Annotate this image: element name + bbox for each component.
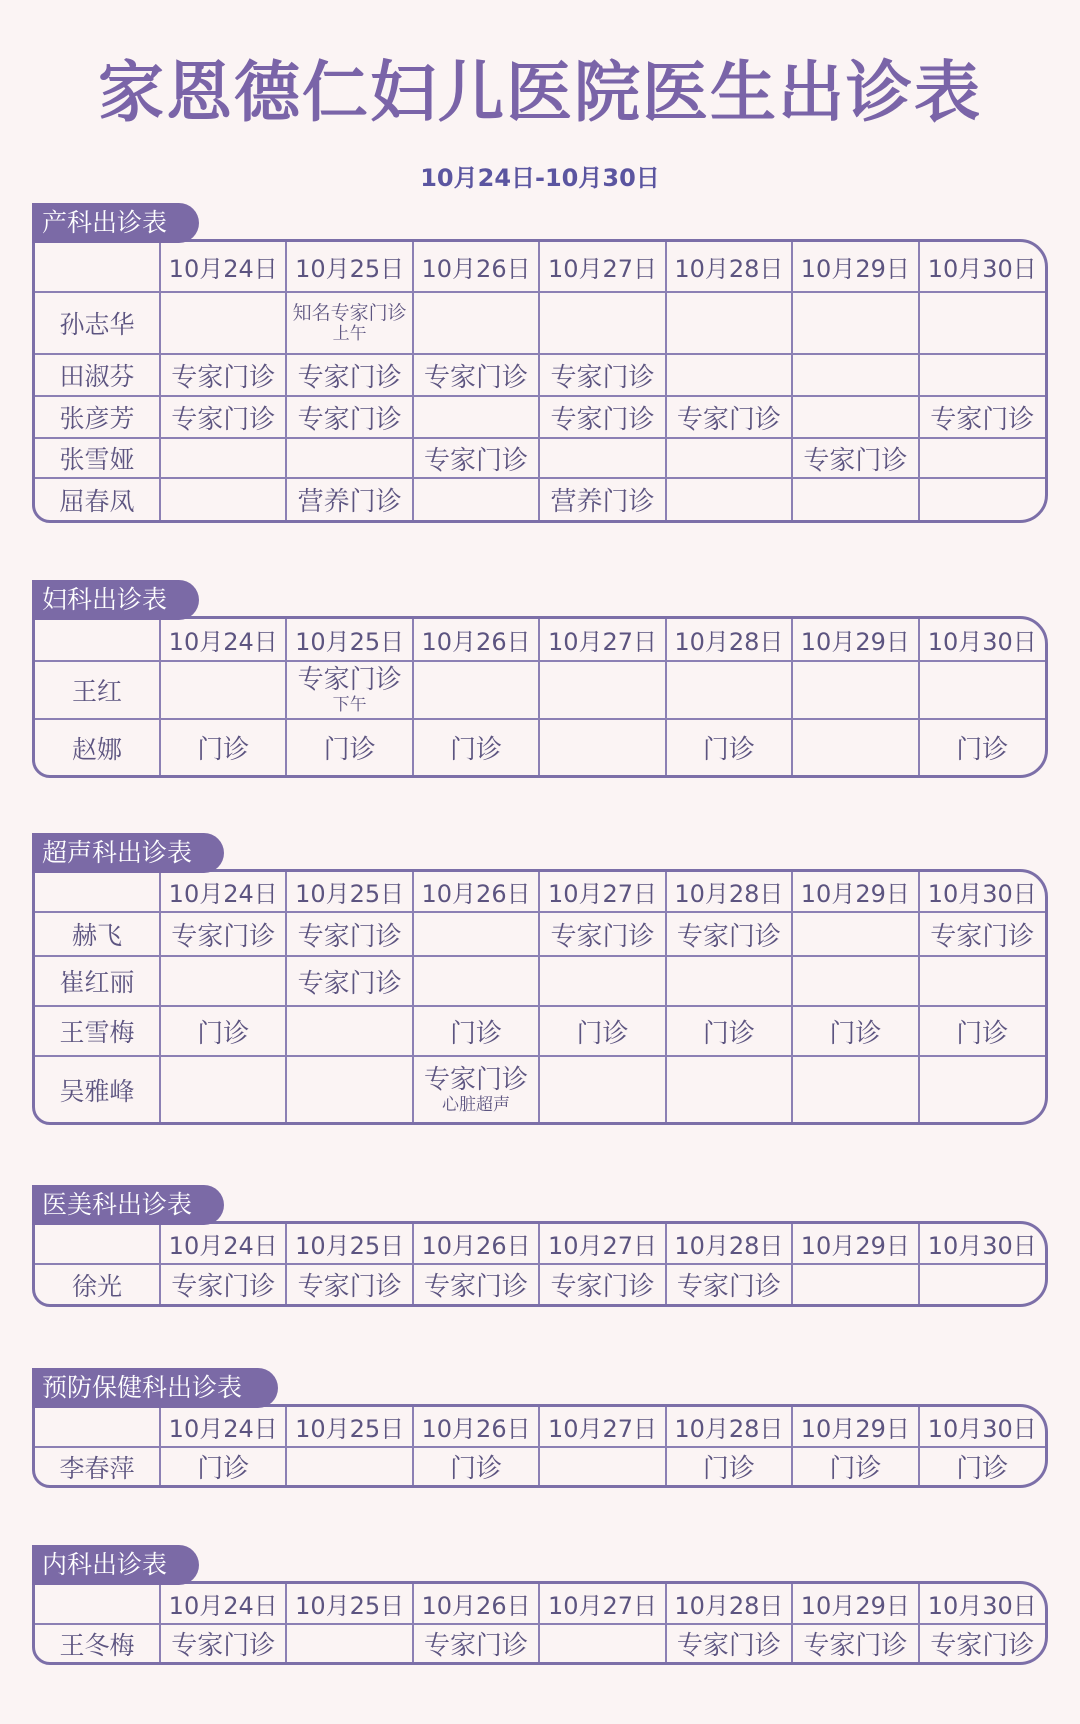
- schedule-cell: 门诊: [792, 1006, 918, 1056]
- schedule-cell: 门诊: [792, 1447, 918, 1485]
- schedule-cell: [539, 438, 665, 478]
- schedule-cell: [286, 438, 412, 478]
- schedule-cell: 门诊: [666, 1447, 792, 1485]
- table-row: [35, 438, 1045, 478]
- date-header: 10月29日: [792, 242, 918, 292]
- schedule-cell: [539, 1624, 665, 1662]
- schedule-cell: [539, 292, 665, 354]
- section-tab: 医美科出诊表: [32, 1185, 224, 1225]
- date-header: 10月29日: [792, 1584, 918, 1624]
- schedule-cell: 专家门诊: [539, 912, 665, 956]
- corner-cell: [35, 619, 160, 661]
- schedule-cell: 门诊: [413, 1447, 539, 1485]
- date-header: 10月30日: [919, 1584, 1045, 1624]
- doctor-name: 徐光: [35, 1264, 160, 1304]
- header-row: [35, 1407, 1045, 1447]
- schedule-cell: [792, 292, 918, 354]
- schedule-cell: 专家门诊: [539, 1264, 665, 1304]
- date-header: 10月26日: [413, 1407, 539, 1447]
- date-header: 10月24日: [160, 872, 286, 912]
- section-tab: 超声科出诊表: [32, 833, 224, 873]
- schedule-cell: [792, 1056, 918, 1122]
- doctor-name: 赵娜: [35, 719, 160, 775]
- schedule-cell: 营养门诊: [539, 478, 665, 520]
- date-header: 10月28日: [666, 619, 792, 661]
- cell-sub-text: 心脏超声: [442, 1094, 511, 1115]
- date-header: 10月27日: [539, 1584, 665, 1624]
- schedule-grid: [32, 616, 1048, 778]
- section-tab: 妇科出诊表: [32, 580, 199, 620]
- date-header: 10月27日: [539, 872, 665, 912]
- corner-cell: [35, 1224, 160, 1264]
- date-header: 10月24日: [160, 619, 286, 661]
- schedule-cell: [413, 292, 539, 354]
- schedule-cell: 门诊: [286, 719, 412, 775]
- date-header: 10月28日: [666, 872, 792, 912]
- schedule-cell: [160, 956, 286, 1006]
- schedule-table: [35, 619, 1045, 775]
- schedule-cell: [919, 478, 1045, 520]
- schedule-cell: 专家门诊: [919, 396, 1045, 438]
- schedule-cell: 专家门诊: [666, 912, 792, 956]
- schedule-cell: [539, 1447, 665, 1485]
- doctor-name: 孙志华: [35, 292, 160, 354]
- doctor-name: 王冬梅: [35, 1624, 160, 1662]
- schedule-table: [35, 872, 1045, 1122]
- schedule-cell: 专家门诊: [666, 1264, 792, 1304]
- date-header: 10月28日: [666, 1224, 792, 1264]
- schedule-cell: 营养门诊: [286, 478, 412, 520]
- doctor-name: 王雪梅: [35, 1006, 160, 1056]
- table-row: [35, 956, 1045, 1006]
- header-row: [35, 872, 1045, 912]
- schedule-cell: 专家门诊: [160, 354, 286, 396]
- schedule-cell: [286, 1056, 412, 1122]
- schedule-cell: 门诊: [413, 719, 539, 775]
- date-header: 10月24日: [160, 242, 286, 292]
- schedule-cell: [666, 661, 792, 719]
- schedule-cell: 专家门诊: [413, 1264, 539, 1304]
- corner-cell: [35, 1584, 160, 1624]
- date-header: 10月30日: [919, 872, 1045, 912]
- cell-sub-text: 上午: [332, 324, 367, 344]
- section-1: [32, 580, 1048, 778]
- table-row: [35, 1624, 1045, 1662]
- schedule-cell: [792, 396, 918, 438]
- date-header: 10月24日: [160, 1407, 286, 1447]
- date-header: 10月24日: [160, 1224, 286, 1264]
- schedule-cell: 专家门诊: [792, 438, 918, 478]
- table-row: [35, 292, 1045, 354]
- schedule-cell: 专家门诊: [413, 354, 539, 396]
- schedule-cell: [919, 661, 1045, 719]
- schedule-table: [35, 1224, 1045, 1304]
- schedule-cell: [792, 354, 918, 396]
- schedule-grid: [32, 1581, 1048, 1665]
- corner-cell: [35, 242, 160, 292]
- schedule-cell: 专家门诊: [286, 1264, 412, 1304]
- schedule-cell: 门诊: [160, 1006, 286, 1056]
- date-header: 10月25日: [286, 619, 412, 661]
- table-row: [35, 719, 1045, 775]
- schedule-cell: [413, 396, 539, 438]
- date-header: 10月25日: [286, 1224, 412, 1264]
- schedule-table: [35, 1584, 1045, 1662]
- section-tab: 产科出诊表: [32, 203, 199, 243]
- schedule-cell: 门诊: [160, 719, 286, 775]
- corner-cell: [35, 872, 160, 912]
- schedule-cell: [539, 956, 665, 1006]
- date-header: 10月30日: [919, 242, 1045, 292]
- schedule-cell: [413, 478, 539, 520]
- table-row: [35, 1447, 1045, 1485]
- schedule-cell: [666, 956, 792, 1006]
- date-header: 10月30日: [919, 1407, 1045, 1447]
- doctor-name: 赫飞: [35, 912, 160, 956]
- schedule-cell: [792, 719, 918, 775]
- table-row: [35, 354, 1045, 396]
- schedule-cell: 门诊: [539, 1006, 665, 1056]
- header-row: [35, 242, 1045, 292]
- date-header: 10月30日: [919, 1224, 1045, 1264]
- schedule-cell: 门诊: [666, 1006, 792, 1056]
- schedule-cell: 门诊: [956, 735, 1009, 765]
- schedule-cell: [919, 1264, 1045, 1304]
- schedule-cell: [160, 478, 286, 520]
- section-tab: 内科出诊表: [32, 1545, 199, 1585]
- doctor-name: 崔红丽: [35, 956, 160, 1006]
- schedule-cell: 专家门诊: [160, 1624, 286, 1662]
- table-row: [35, 1264, 1045, 1304]
- table-row: [35, 912, 1045, 956]
- date-header: 10月30日: [919, 619, 1045, 661]
- schedule-cell: [666, 354, 792, 396]
- schedule-cell: [666, 292, 792, 354]
- cell-sub-text: 下午: [332, 695, 367, 715]
- schedule-cell: [919, 354, 1045, 396]
- date-header: 10月26日: [413, 242, 539, 292]
- schedule-cell: [919, 438, 1045, 478]
- date-header: 10月28日: [666, 1584, 792, 1624]
- date-header: 10月29日: [792, 1224, 918, 1264]
- date-header: 10月26日: [413, 619, 539, 661]
- schedule-cell: 专家门诊: [160, 912, 286, 956]
- schedule-cell: 专家门诊: [286, 912, 412, 956]
- schedule-cell: 专家门诊: [286, 396, 412, 438]
- schedule-cell: 专家门诊: [160, 1264, 286, 1304]
- doctor-name: 屈春凤: [35, 478, 160, 520]
- schedule-cell: [286, 1624, 412, 1662]
- schedule-cell: 专家门诊: [286, 956, 412, 1006]
- schedule-cell: [539, 1056, 665, 1122]
- corner-cell: [35, 1407, 160, 1447]
- schedule-cell: [539, 719, 665, 775]
- schedule-grid: [32, 1221, 1048, 1307]
- header-row: [35, 1224, 1045, 1264]
- schedule-cell: [160, 438, 286, 478]
- schedule-cell: [413, 912, 539, 956]
- cell-main-text: 知名专家门诊: [292, 302, 407, 324]
- schedule-table: [35, 1407, 1045, 1485]
- schedule-cell: [413, 956, 539, 1006]
- header-row: [35, 619, 1045, 661]
- header-row: [35, 1584, 1045, 1624]
- schedule-cell: 专家门诊: [919, 912, 1045, 956]
- schedule-cell: 专家门诊: [413, 1624, 539, 1662]
- schedule-grid: [32, 1404, 1048, 1488]
- schedule-cell: 门诊: [160, 1447, 286, 1485]
- schedule-cell: 专家门诊: [666, 1624, 792, 1662]
- schedule-cell: [413, 1056, 539, 1122]
- schedule-cell: 门诊: [919, 1006, 1045, 1056]
- schedule-cell: [666, 478, 792, 520]
- schedule-cell: [160, 292, 286, 354]
- schedule-cell: [792, 478, 918, 520]
- schedule-cell: 专家门诊: [666, 396, 792, 438]
- date-header: 10月28日: [666, 242, 792, 292]
- schedule-cell: 门诊: [956, 1454, 1009, 1484]
- section-3: [32, 1185, 1048, 1307]
- schedule-cell: [919, 956, 1045, 1006]
- date-header: 10月27日: [539, 619, 665, 661]
- section-0: [32, 203, 1048, 523]
- date-header: 10月26日: [413, 1584, 539, 1624]
- date-range: 10月24日-10月30日: [420, 164, 660, 192]
- doctor-name: 吴雅峰: [35, 1056, 160, 1122]
- schedule-cell: 专家门诊: [792, 1624, 918, 1662]
- schedule-cell: 专家门诊: [539, 396, 665, 438]
- schedule-cell: 专家门诊: [539, 354, 665, 396]
- date-header: 10月27日: [539, 1224, 665, 1264]
- doctor-name: 田淑芬: [35, 354, 160, 396]
- schedule-cell: [666, 438, 792, 478]
- table-row: [35, 396, 1045, 438]
- schedule-grid: [32, 869, 1048, 1125]
- schedule-cell: [792, 912, 918, 956]
- schedule-cell: 专家门诊: [160, 396, 286, 438]
- date-header: 10月29日: [792, 1407, 918, 1447]
- date-header: 10月29日: [792, 872, 918, 912]
- schedule-cell: [539, 661, 665, 719]
- schedule-grid: [32, 239, 1048, 523]
- schedule-cell: [792, 661, 918, 719]
- schedule-cell: 门诊: [666, 719, 792, 775]
- schedule-cell: [919, 1056, 1045, 1122]
- section-tab: 预防保健科出诊表: [32, 1368, 278, 1408]
- cell-main-text: 专家门诊: [424, 1064, 529, 1095]
- date-header: 10月26日: [413, 872, 539, 912]
- date-header: 10月25日: [286, 1407, 412, 1447]
- doctor-name: 李春萍: [35, 1447, 160, 1485]
- doctor-name: 张彦芳: [35, 396, 160, 438]
- date-header: 10月26日: [413, 1224, 539, 1264]
- date-header: 10月27日: [539, 1407, 665, 1447]
- section-5: [32, 1545, 1048, 1665]
- schedule-cell: 专家门诊: [413, 438, 539, 478]
- schedule-cell: [286, 292, 412, 354]
- table-row: [35, 661, 1045, 719]
- schedule-cell: [286, 1447, 412, 1485]
- table-row: [35, 478, 1045, 520]
- schedule-cell: [286, 1006, 412, 1056]
- date-header: 10月25日: [286, 242, 412, 292]
- date-header: 10月24日: [160, 1584, 286, 1624]
- date-header: 10月29日: [792, 619, 918, 661]
- schedule-cell: 专家门诊: [930, 1631, 1035, 1661]
- table-row: [35, 1006, 1045, 1056]
- schedule-cell: [792, 956, 918, 1006]
- section-2: [32, 833, 1048, 1125]
- schedule-cell: [286, 661, 412, 719]
- schedule-cell: [666, 1056, 792, 1122]
- schedule-cell: 专家门诊: [286, 354, 412, 396]
- page-title: 家恩德仁妇儿医院医生出诊表: [98, 54, 982, 131]
- date-header: 10月27日: [539, 242, 665, 292]
- date-header: 10月28日: [666, 1407, 792, 1447]
- section-4: [32, 1368, 1048, 1488]
- cell-main-text: 专家门诊: [297, 665, 402, 695]
- schedule-cell: [160, 1056, 286, 1122]
- date-header: 10月25日: [286, 872, 412, 912]
- schedule-cell: 门诊: [413, 1006, 539, 1056]
- schedule-cell: [413, 661, 539, 719]
- table-row: [35, 1056, 1045, 1122]
- doctor-name: 张雪娅: [35, 438, 160, 478]
- schedule-cell: [160, 661, 286, 719]
- schedule-cell: [792, 1264, 918, 1304]
- date-header: 10月25日: [286, 1584, 412, 1624]
- schedule-table: [35, 242, 1045, 520]
- doctor-name: 王红: [35, 661, 160, 719]
- schedule-cell: [919, 292, 1045, 354]
